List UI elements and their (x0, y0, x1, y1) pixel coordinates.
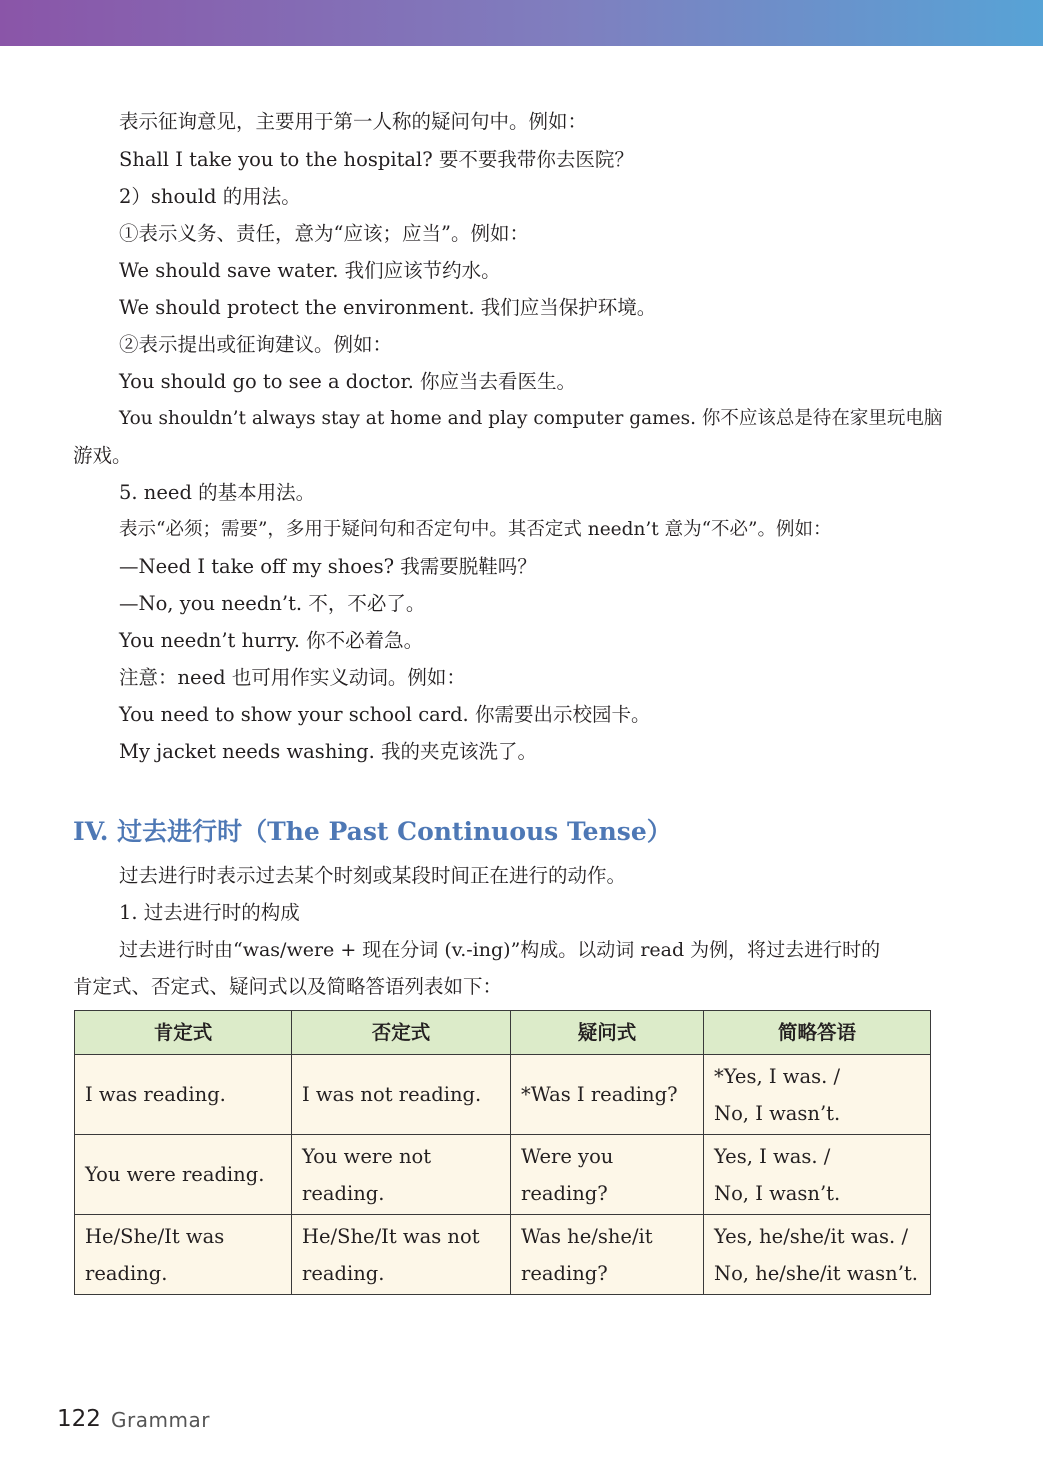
text-line: 2）should 的用法。 (119, 185, 301, 208)
text-line: ①表示义务、责任，意为“应该；应当”。例如： (119, 222, 529, 245)
cell-line: No, I wasn’t. (714, 1101, 841, 1125)
cell-line: Yes, I was. / (714, 1144, 831, 1168)
table-cell (704, 1215, 931, 1295)
table-cell: You were not reading. (292, 1135, 511, 1215)
footer-label: Grammar (111, 1408, 210, 1432)
table-row (75, 1135, 931, 1215)
cell-line: *Yes, I was. / (714, 1064, 841, 1088)
cell-line: No, he/she/it wasn’t. (714, 1261, 918, 1285)
text-line: Shall I take you to the hospital? 要不要我带你去医院？ (119, 148, 634, 171)
table-cell (704, 1055, 931, 1135)
header-negative: 否定式 (292, 1011, 511, 1055)
header-affirmative: 肯定式 (75, 1011, 292, 1055)
paragraph-line: 过去进行时由“was/were + 现在分词 (v.-ing)”构成。以动词 read 为例，将过去进行时的 (119, 939, 881, 961)
header-question: 疑问式 (511, 1011, 704, 1055)
text-line: 游戏。 (73, 444, 132, 467)
cell-line: No, I wasn’t. (714, 1181, 841, 1205)
page-number: 122 (57, 1406, 101, 1432)
section-intro: 过去进行时表示过去某个时刻或某段时间正在进行的动作。 (119, 864, 627, 887)
section-heading: IV. 过去进行时（The Past Continuous Tense） (73, 817, 672, 846)
table-cell (704, 1135, 931, 1215)
table-cell (292, 1215, 511, 1295)
top-color-band (0, 0, 1043, 46)
text-line: We should save water. 我们应该节约水。 (119, 259, 501, 282)
table-cell: He/She/It was reading. (75, 1215, 292, 1295)
cell-line: reading? (521, 1261, 608, 1285)
table-cell: I was reading. (75, 1055, 292, 1135)
text-line: You should go to see a doctor. 你应当去看医生。 (119, 370, 577, 393)
table-cell: I was not reading. (292, 1055, 511, 1135)
text-line: 表示征询意见，主要用于第一人称的疑问句中。例如： (119, 110, 588, 133)
text-line: You need to show your school card. 你需要出示校园卡。 (119, 703, 651, 726)
table-row (75, 1055, 931, 1135)
text-line: We should protect the environment. 我们应当保护环境。 (119, 296, 657, 319)
cell-line: Was he/she/it (521, 1224, 653, 1248)
cell-line: reading. (302, 1261, 385, 1285)
table-cell (511, 1215, 704, 1295)
subsection-title: 1. 过去进行时的构成 (119, 901, 300, 924)
text-line: 5. need 的基本用法。 (119, 481, 316, 504)
text-line: 注意：need 也可用作实义动词。例如： (119, 666, 466, 689)
cell-line: Yes, he/she/it was. / (714, 1224, 909, 1248)
table-cell: Were you reading? (511, 1135, 704, 1215)
text-line: You shouldn’t always stay at home and play computer games. 你不应该总是待在家里玩电脑 (119, 408, 943, 429)
table-header-row (75, 1011, 931, 1055)
table-row (75, 1215, 931, 1295)
header-short-answer: 简略答语 (704, 1011, 931, 1055)
cell-line: He/She/It was not (302, 1224, 480, 1248)
text-line: —No, you needn’t. 不，不必了。 (119, 592, 426, 615)
paragraph-line: 肯定式、否定式、疑问式以及简略答语列表如下： (73, 975, 503, 998)
text-line: 表示“必须；需要”，多用于疑问句和否定句中。其否定式 needn’t 意为“不必”。例如： (119, 519, 832, 540)
table-cell: *Was I reading? (511, 1055, 704, 1135)
text-line: My jacket needs washing. 我的夹克该洗了。 (119, 740, 538, 763)
text-line: You needn’t hurry. 你不必着急。 (119, 629, 424, 652)
text-line: —Need I take off my shoes? 我需要脱鞋吗？ (119, 555, 537, 578)
text-line: ②表示提出或征询建议。例如： (119, 333, 393, 356)
table-cell: You were reading. (75, 1135, 292, 1215)
tense-table (74, 1010, 931, 1295)
